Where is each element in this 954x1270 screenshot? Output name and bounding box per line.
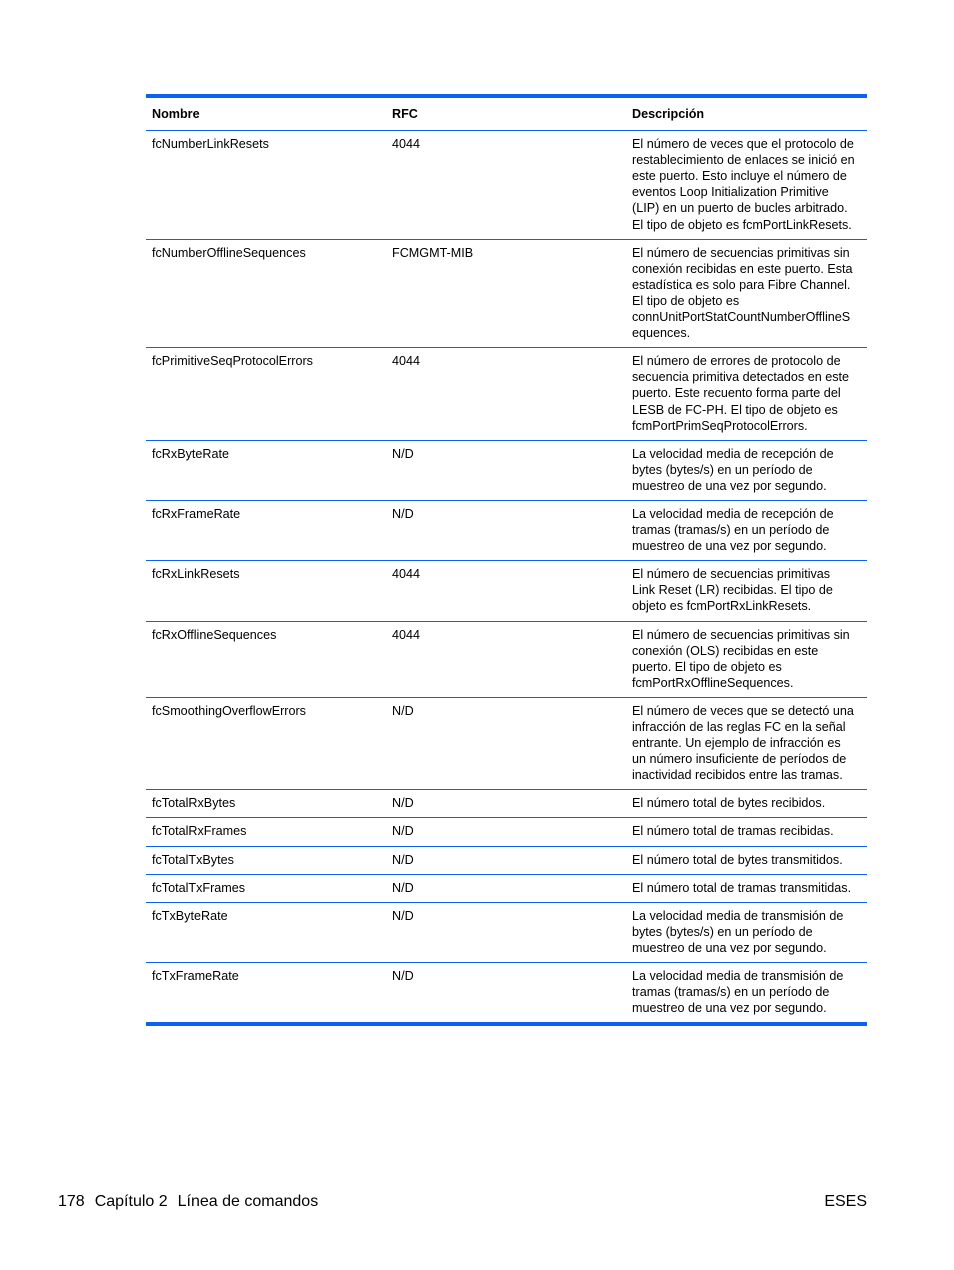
table-row	[146, 441, 867, 501]
cell-rfc: N/D	[392, 824, 414, 839]
cell-name: fcTotalTxBytes	[152, 852, 234, 867]
table-row	[146, 501, 867, 561]
cell-name: fcSmoothingOverflowErrors	[152, 703, 306, 718]
table-row	[146, 875, 867, 903]
parameters-table	[146, 94, 867, 1026]
page-number: 178	[58, 1193, 85, 1210]
cell-rfc: N/D	[392, 446, 414, 461]
cell-description: El número total de bytes transmitidos.	[632, 852, 843, 867]
table-row	[146, 698, 867, 790]
header-name: Nombre	[152, 107, 200, 121]
cell-name: fcRxByteRate	[152, 446, 229, 461]
cell-description: El número de secuencias primitivas Link Reset (LR) recibidas. El tipo de objeto es fcmPortRxLinkResets.	[632, 567, 833, 614]
cell-description: El número de veces que el protocolo de restablecimiento de enlaces se inició en este puerto. Esto incluye el número de eventos Loop Initialization Primitive (LIP) en un puerto de bucles arbitrado. El tipo de objeto es fcmPortLinkResets.	[632, 137, 855, 232]
cell-rfc: N/D	[392, 796, 414, 811]
cell-rfc: N/D	[392, 880, 414, 895]
cell-name: fcNumberLinkResets	[152, 137, 269, 152]
cell-name: fcTotalTxFrames	[152, 880, 246, 895]
cell-name: fcPrimitiveSeqProtocolErrors	[152, 354, 313, 369]
table-row	[146, 561, 867, 621]
page-footer-left	[58, 1192, 328, 1212]
chapter-title: Línea de comandos	[177, 1193, 319, 1210]
cell-rfc: N/D	[392, 908, 414, 923]
cell-description: El número de veces que se detectó una infracción de las reglas FC en la señal entrante. Un ejemplo de infracción es un número insuficiente de períodos de inactividad recibidos entre las tramas.	[632, 703, 854, 783]
cell-rfc: 4044	[392, 627, 421, 642]
chapter-label: Capítulo 2	[94, 1193, 168, 1210]
cell-description: La velocidad media de transmisión de bytes (bytes/s) en un período de muestreo de una vez por segundo.	[632, 908, 844, 955]
cell-description: La velocidad media de transmisión de tramas (tramas/s) en un período de muestreo de una vez por segundo.	[632, 969, 844, 1016]
cell-name: fcTotalRxBytes	[152, 796, 236, 811]
table-header-row	[146, 98, 867, 131]
cell-rfc: FCMGMT-MIB	[392, 245, 474, 260]
cell-rfc: 4044	[392, 567, 421, 582]
cell-name: fcRxOfflineSequences	[152, 627, 277, 642]
table-row	[146, 348, 867, 440]
cell-name: fcTxFrameRate	[152, 969, 239, 984]
cell-rfc: N/D	[392, 703, 414, 718]
table-row	[146, 240, 867, 349]
cell-description: El número de secuencias primitivas sin conexión recibidas en este puerto. Esta estadística es solo para Fibre Channel. El tipo de objeto es connUnitPortStatCountNumberOfflineS equences.	[632, 245, 853, 341]
cell-name: fcTotalRxFrames	[152, 824, 247, 839]
cell-rfc: N/D	[392, 506, 414, 521]
cell-description: La velocidad media de recepción de tramas (tramas/s) en un período de muestreo de una vez por segundo.	[632, 506, 834, 554]
table-row	[146, 847, 867, 875]
cell-description: La velocidad media de recepción de bytes (bytes/s) en un período de muestreo de una vez por segundo.	[632, 446, 834, 493]
cell-description: El número total de bytes recibidos.	[632, 796, 826, 811]
header-rfc: RFC	[392, 107, 418, 121]
cell-description: El número total de tramas recibidas.	[632, 824, 834, 839]
table-row	[146, 818, 867, 846]
cell-name: fcNumberOfflineSequences	[152, 245, 306, 260]
header-description: Descripción	[632, 107, 705, 121]
cell-description: El número total de tramas transmitidas.	[632, 880, 852, 895]
table-row	[146, 622, 867, 698]
cell-name: fcRxFrameRate	[152, 506, 241, 521]
cell-description: El número de errores de protocolo de secuencia primitiva detectados en este puerto. Este recuento forma parte del LESB de FC-PH. El tipo de objeto es fcmPortPrimSeqProtocolErrors.	[632, 354, 850, 433]
cell-rfc: 4044	[392, 354, 421, 369]
cell-description: El número de secuencias primitivas sin conexión (OLS) recibidas en este puerto. El tipo de objeto es fcmPortRxOfflineSequences.	[632, 627, 850, 690]
cell-rfc: 4044	[392, 137, 421, 152]
cell-rfc: N/D	[392, 852, 414, 867]
table-row	[146, 790, 867, 818]
page-footer-locale: ESES	[824, 1193, 867, 1210]
cell-name: fcRxLinkResets	[152, 567, 240, 582]
table-row	[146, 131, 867, 240]
cell-rfc: N/D	[392, 969, 414, 984]
cell-name: fcTxByteRate	[152, 908, 228, 923]
table-row	[146, 903, 867, 963]
table-row	[146, 963, 867, 1022]
